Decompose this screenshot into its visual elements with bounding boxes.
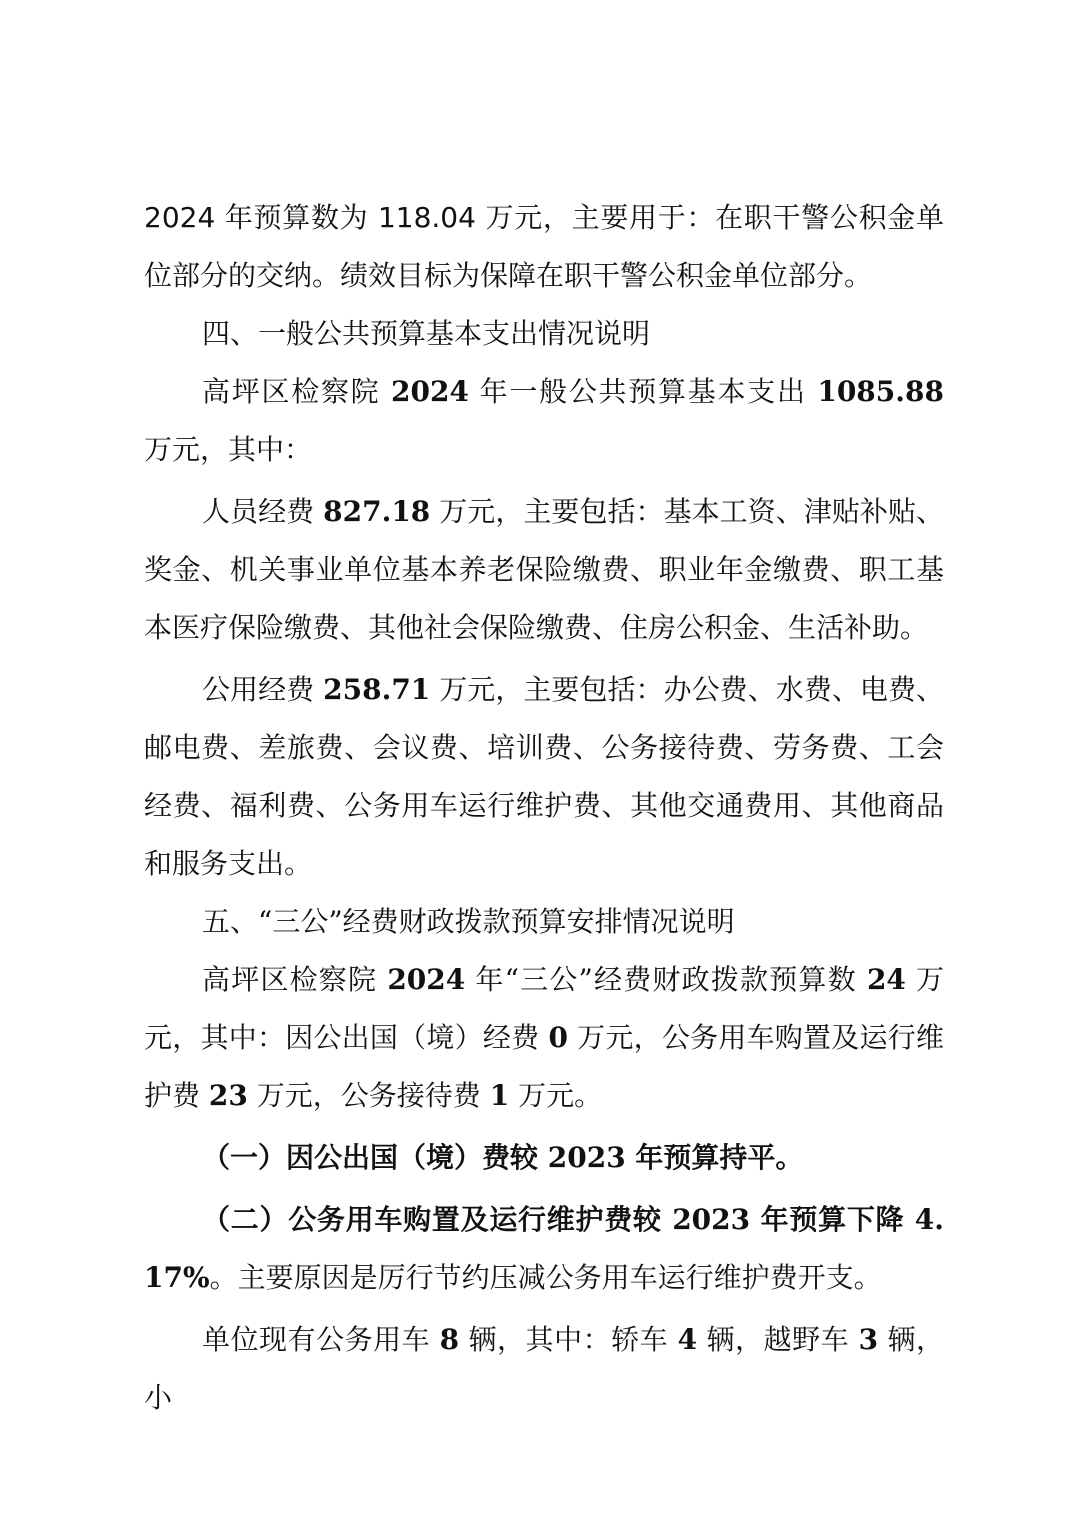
paragraph-vehicle-count: 单位现有公务用车 8 辆，其中：轿车 4 辆，越野车 3 辆，小 <box>144 1323 944 1414</box>
section-heading-three-public: 五、“三公”经费财政拨款预算安排情况说明 <box>202 905 735 938</box>
paragraph-basic-expenditure-total: 高坪区检察院 2024 年一般公共预算基本支出 1085.88 万元，其中： <box>144 375 944 466</box>
paragraph-abroad-expense: （一）因公出国（境）费较 2023 年预算持平。 <box>202 1141 804 1174</box>
paragraph-three-public-budget: 高坪区检察院 2024 年“三公”经费财政拨款预算数 24 万元，其中：因公出国（境）经费 0 万元，公务用车购置及运行维护费 23 万元，公务接待费 1 万元。 <box>144 963 945 1112</box>
paragraph-housing-fund: 2024 年预算数为 118.04 万元，主要用于：在职干警公积金单位部分的交纳。绩效目标为保障在职干警公积金单位部分。 <box>144 201 944 292</box>
section-heading-basic-expenditure: 四、一般公共预算基本支出情况说明 <box>202 317 651 350</box>
paragraph-public-costs: 公用经费 258.71 万元，主要包括：办公费、水费、电费、邮电费、差旅费、会议费、培训费、公务接待费、劳务费、工会经费、福利费、公务用车运行维护费、其他交通费用、其他商品和服务支出。 <box>144 673 944 880</box>
paragraph-vehicle-expense: （二）公务用车购置及运行维护费较 2023 年预算下降 4.17%。主要原因是厉行节约压减公务用车运行维护费开支。 <box>144 1203 944 1294</box>
paragraph-personnel-costs: 人员经费 827.18 万元，主要包括：基本工资、津贴补贴、奖金、机关事业单位基本养老保险缴费、职业年金缴费、职工基本医疗保险缴费、其他社会保险缴费、住房公积金、生活补助。 <box>144 495 944 644</box>
document-body <box>144 189 944 1427</box>
